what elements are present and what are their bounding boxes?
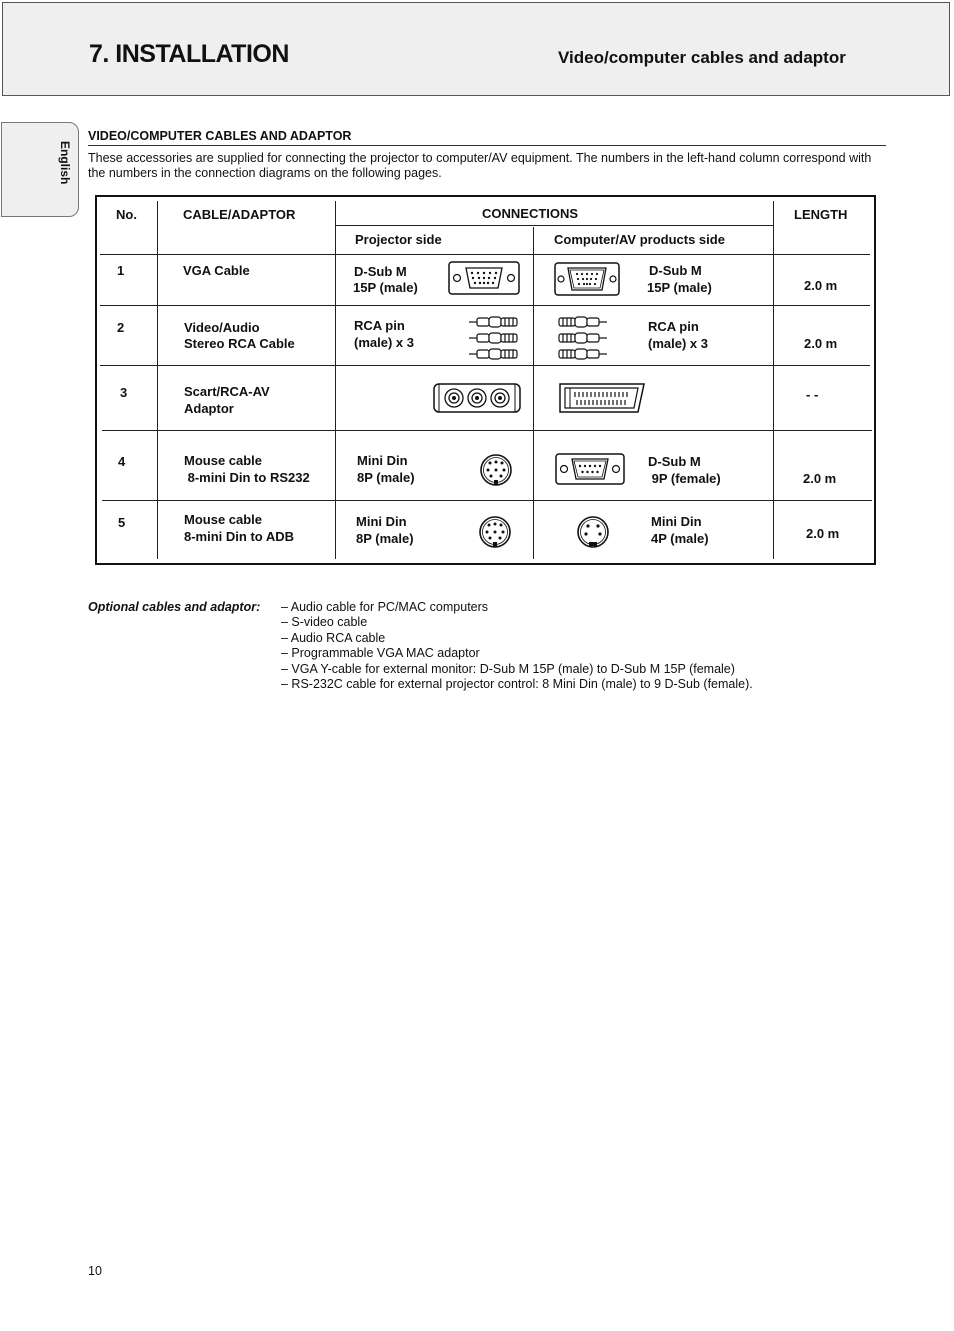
row-2-comp-line2: (male) x 3: [648, 336, 708, 351]
list-item: – Programmable VGA MAC adaptor: [281, 646, 480, 661]
section-title: VIDEO/COMPUTER CABLES AND ADAPTOR: [88, 129, 352, 143]
scart-icon: [558, 382, 646, 414]
row-5-comp-line2: 4P (male): [651, 531, 709, 546]
optional-label: Optional cables and adaptor:: [88, 600, 261, 614]
row-5-no: 5: [118, 515, 126, 530]
mini-din-8-icon: [479, 453, 513, 487]
list-item: – VGA Y-cable for external monitor: D-Sub M 15P (male) to D-Sub M 15P (female): [281, 661, 735, 676]
row-4-cable-line1: Mouse cable: [184, 453, 263, 468]
row-5-proj-line2: 8P (male): [356, 531, 414, 546]
row-5-comp-line1: Mini Din: [651, 514, 702, 529]
row-2-cable-line1: Video/Audio: [184, 320, 260, 335]
row-5-cable-line2: 8-mini Din to ADB: [184, 529, 295, 544]
cables-table: [95, 195, 876, 565]
page-subtitle: Video/computer cables and adaptor: [558, 48, 846, 67]
row-3-no: 3: [120, 385, 128, 400]
mini-din-4-icon: [576, 515, 610, 549]
dsub-15-icon: [448, 261, 520, 295]
language-tab: [1, 122, 79, 217]
list-item: – RS-232C cable for external projector control: 8 Mini Din (male) to 9 D-Sub (female).: [281, 677, 753, 692]
rca-plugs-icon: [557, 314, 609, 362]
page-number: 10: [88, 1264, 102, 1278]
row-1-length: 2.0 m: [804, 278, 838, 293]
row-1-comp-line1: D-Sub M: [649, 263, 702, 278]
table-divider: [102, 500, 872, 501]
section-intro: These accessories are supplied for connecting the projector to computer/AV equipment. The numbers in the left-hand column correspond with the numbers in the connection diagrams on the following pages.: [88, 151, 872, 180]
row-4-cable-line2: 8-mini Din to RS232: [184, 470, 310, 485]
header-length: LENGTH: [794, 207, 848, 222]
page-title: 7. INSTALLATION: [89, 40, 289, 68]
table-divider: [100, 305, 870, 306]
row-4-no: 4: [118, 454, 126, 469]
row-2-cable-line2: Stereo RCA Cable: [184, 336, 295, 351]
row-2-proj-line1: RCA pin: [354, 318, 405, 333]
row-2-no: 2: [117, 320, 125, 335]
row-1-proj-line2: 15P (male): [353, 280, 418, 295]
row-2-proj-line2: (male) x 3: [354, 335, 414, 350]
list-item: – S-video cable: [281, 615, 368, 630]
row-4-comp-line2: 9P (female): [648, 471, 721, 486]
row-5-cable-line1: Mouse cable: [184, 512, 263, 527]
table-divider: [533, 227, 534, 559]
list-item: – Audio RCA cable: [281, 630, 386, 645]
list-item: – Audio cable for PC/MAC computers: [281, 600, 489, 614]
row-4-proj-line2: 8P (male): [357, 470, 415, 485]
rca-plugs-icon: [467, 314, 521, 362]
header-no: No.: [116, 207, 137, 222]
rca-sockets-icon: [433, 382, 521, 414]
row-5-proj-line1: Mini Din: [356, 514, 407, 529]
row-3-cable-line2: Adaptor: [184, 401, 234, 416]
dsub-15-icon: [554, 262, 620, 296]
row-3-cable-line1: Scart/RCA-AV: [184, 384, 270, 399]
header-cable: CABLE/ADAPTOR: [183, 207, 296, 222]
row-1-no: 1: [117, 263, 125, 278]
row-2-length: 2.0 m: [804, 336, 838, 351]
mini-din-8-icon: [478, 515, 512, 549]
table-divider: [100, 254, 870, 255]
row-4-proj-line1: Mini Din: [357, 453, 408, 468]
header-projector-side: Projector side: [355, 232, 442, 247]
row-5-length: 2.0 m: [806, 526, 840, 541]
optional-list: [281, 600, 753, 692]
row-1-cable: VGA Cable: [183, 263, 250, 278]
row-1-proj-line1: D-Sub M: [354, 264, 407, 279]
row-1-comp-line2: 15P (male): [647, 280, 712, 295]
table-divider: [335, 225, 773, 226]
table-divider: [102, 430, 872, 431]
row-4-length: 2.0 m: [803, 471, 837, 486]
page-header: [2, 2, 950, 96]
table-divider: [100, 365, 870, 366]
section-divider: [88, 145, 886, 146]
language-tab-label: English: [58, 141, 72, 185]
header-connections: CONNECTIONS: [482, 206, 579, 221]
header-computer-side: Computer/AV products side: [554, 232, 725, 247]
dsub-9-icon: [555, 453, 625, 485]
row-2-comp-line1: RCA pin: [648, 319, 699, 334]
row-3-length: - -: [806, 387, 819, 402]
row-4-comp-line1: D-Sub M: [648, 454, 701, 469]
